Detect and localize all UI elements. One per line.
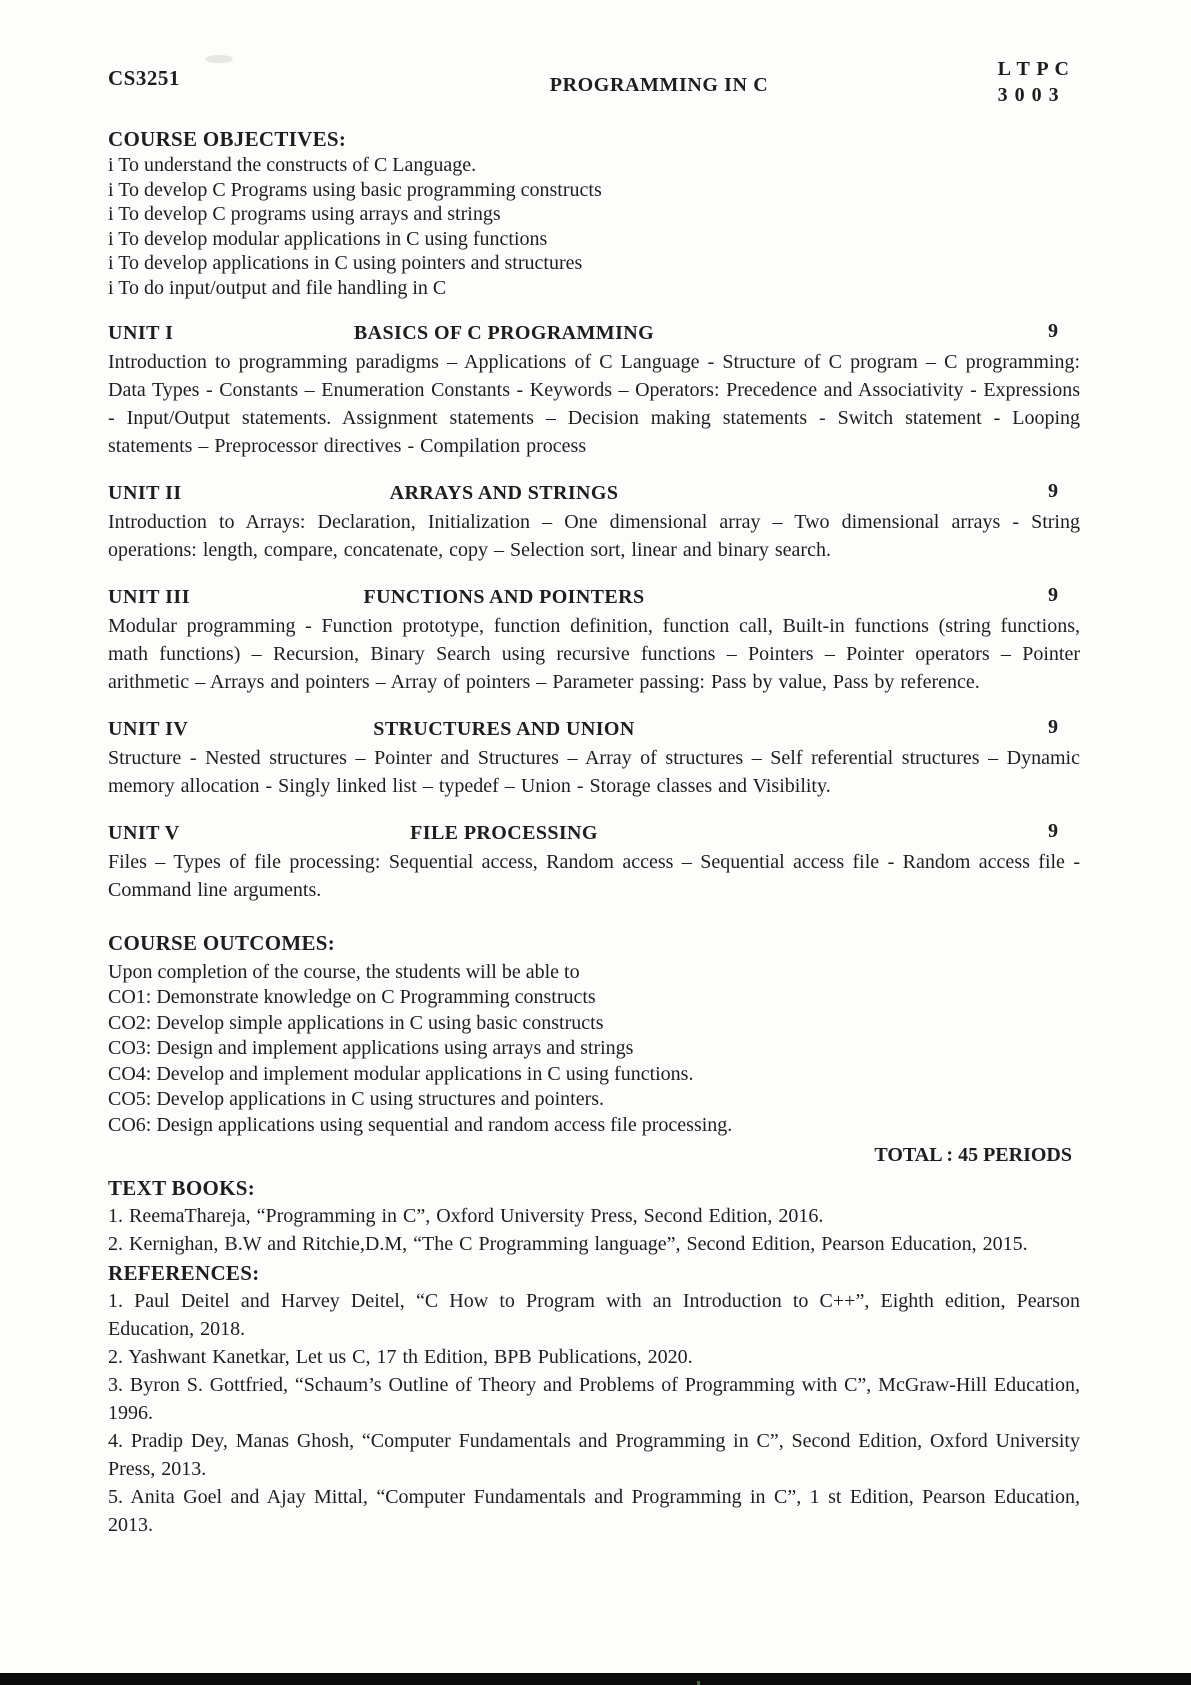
unit-periods: 9: [1048, 320, 1058, 342]
unit-section-2: [108, 481, 1080, 564]
unit-title: ARRAYS AND STRINGS: [389, 482, 619, 504]
objective-item: i To do input/output and file handling in C: [108, 276, 447, 299]
unit-header: [108, 585, 1080, 612]
textbooks-heading: TEXT BOOKS:: [108, 1176, 256, 1200]
unit-content: Introduction to programming paradigms – Applications of C Language - Structure of C program – C programming: Data Types - Constants – Enumeration Constants - Keywords – Operators: Precedence and Associativity - Expressions - Input/Output statements. Assignment statements – Decision making statements - Switch statement - Looping statements – Preprocessor directives - Compilation process: [108, 351, 1080, 457]
page-content: [108, 56, 1080, 1539]
references-heading: REFERENCES:: [108, 1261, 260, 1285]
objective-item: i To develop C programs using arrays and strings: [108, 203, 501, 225]
unit-content: Files – Types of file processing: Sequential access, Random access – Sequential access file - Random access file - Command line arguments.: [108, 851, 1080, 901]
unit-name: UNIT V: [108, 822, 180, 844]
unit-title: FUNCTIONS AND POINTERS: [363, 586, 645, 608]
reference-item: 5. Anita Goel and Ajay Mittal, “Computer Fundamentals and Programming in C”, 1 st Edition, Pearson Education, 2013.: [108, 1486, 1080, 1536]
course-objectives-section: [108, 126, 1080, 300]
unit-header: [108, 821, 1080, 848]
unit-content: Modular programming - Function prototype, function definition, function call, Built-in functions (string functions, math functions) – Recursion, Binary Search using recursive functions – Pointers – Pointer operators – Pointer arithmetic – Arrays and pointers – Array of pointers – Parameter passing: Pass by value, Pass by reference.: [108, 615, 1080, 693]
unit-periods: 9: [1048, 716, 1058, 738]
reference-item: 3. Byron S. Gottfried, “Schaum’s Outline of Theory and Problems of Programming with C”, McGraw-Hill Education, 1996.: [108, 1374, 1080, 1424]
objective-item: i To understand the constructs of C Language.: [108, 154, 477, 176]
header: [108, 56, 1080, 118]
outcome-item: CO3: Design and implement applications using arrays and strings: [108, 1037, 634, 1059]
unit-content: Introduction to Arrays: Declaration, Initialization – One dimensional array – Two dimensional arrays - String operations: length, compare, concatenate, copy – Selection sort, linear and binary search.: [108, 511, 1080, 561]
unit-header: [108, 481, 1080, 508]
objective-item: i To develop C Programs using basic programming constructs: [108, 178, 602, 201]
course-title: PROGRAMMING IN C: [549, 74, 769, 96]
unit-header: [108, 717, 1080, 744]
unit-title: STRUCTURES AND UNION: [373, 718, 635, 740]
unit-section-1: [108, 321, 1080, 460]
unit-periods: 9: [1048, 480, 1058, 502]
course-code: CS3251: [108, 66, 180, 90]
total-periods: TOTAL : 45 PERIODS: [874, 1144, 1072, 1166]
unit-periods: 9: [1048, 820, 1058, 842]
course-outcomes-section: [108, 930, 1080, 1167]
textbook-item: 1. ReemaThareja, “Programming in C”, Oxford University Press, Second Edition, 2016.: [108, 1205, 824, 1227]
outcomes-heading: COURSE OUTCOMES:: [108, 931, 336, 955]
objective-item: i To develop modular applications in C using functions: [108, 227, 548, 250]
ltpc-labels: L T P C: [997, 58, 1070, 80]
textbook-item: 2. Kernighan, B.W and Ritchie,D.M, “The C Programming language”, Second Edition, Pearson Education, 2015.: [108, 1233, 1028, 1255]
scan-edge-bar: [0, 1673, 1191, 1685]
unit-content: Structure - Nested structures – Pointer and Structures – Array of structures – Self referential structures – Dynamic memory allocation - Singly linked list – typedef – Union - Storage classes and Visibility.: [108, 747, 1080, 797]
reference-item: 1. Paul Deitel and Harvey Deitel, “C How to Program with an Introduction to C++”, Eighth edition, Pearson Education, 2018.: [108, 1290, 1080, 1340]
unit-name: UNIT III: [108, 586, 190, 608]
objective-item: i To develop applications in C using pointers and structures: [108, 252, 583, 274]
textbooks-section: [108, 1175, 1080, 1258]
unit-header: [108, 321, 1080, 348]
reference-item: 4. Pradip Dey, Manas Ghosh, “Computer Fundamentals and Programming in C”, Second Edition, Oxford University Press, 2013.: [108, 1430, 1080, 1480]
ltpc-block: [998, 56, 1070, 108]
unit-section-3: [108, 585, 1080, 696]
unit-title: BASICS OF C PROGRAMMING: [353, 322, 655, 344]
outcomes-intro: Upon completion of the course, the students will be able to: [108, 961, 580, 983]
reference-item: 2. Yashwant Kanetkar, Let us C, 17 th Edition, BPB Publications, 2020.: [108, 1346, 693, 1368]
unit-section-5: [108, 821, 1080, 904]
unit-name: UNIT II: [108, 482, 182, 504]
ltpc-values: 3 0 0 3: [997, 84, 1060, 106]
outcome-item: CO6: Design applications using sequential and random access file processing.: [108, 1113, 733, 1136]
outcome-item: CO1: Demonstrate knowledge on C Programming constructs: [108, 986, 596, 1008]
outcome-item: CO5: Develop applications in C using structures and pointers.: [108, 1088, 605, 1110]
references-section: [108, 1260, 1080, 1539]
unit-title: FILE PROCESSING: [410, 822, 598, 844]
unit-section-4: [108, 717, 1080, 800]
unit-periods: 9: [1048, 584, 1058, 606]
outcome-item: CO2: Develop simple applications in C using basic constructs: [108, 1011, 604, 1034]
unit-name: UNIT I: [108, 322, 174, 344]
objectives-heading: COURSE OBJECTIVES:: [108, 127, 347, 151]
unit-name: UNIT IV: [108, 718, 189, 740]
outcome-item: CO4: Develop and implement modular applications in C using functions.: [108, 1062, 694, 1085]
